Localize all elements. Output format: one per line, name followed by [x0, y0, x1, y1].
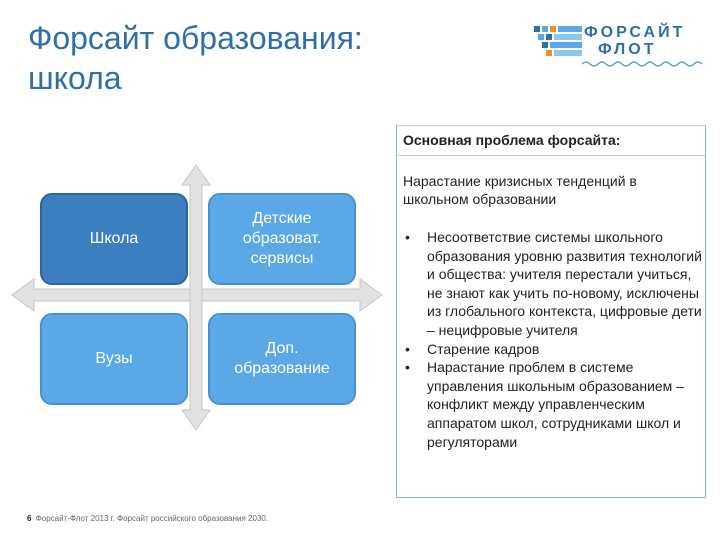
page-title-line-2: школа	[28, 60, 122, 96]
logo-wave-icon	[582, 60, 706, 68]
page-number: 6	[27, 514, 32, 523]
page-title-line-1: Форсайт образования:	[28, 20, 363, 56]
quadrant-school	[40, 193, 188, 285]
problem-panel-lead: Нарастание кризисных тенденций в школьном образовании	[403, 173, 637, 207]
quadrant-kids-services-label: Детские образоват. сервисы	[242, 210, 322, 267]
logo-text-line-1: ФОРСАЙТ	[584, 24, 686, 41]
quadrant-additional-education	[208, 313, 356, 405]
quadrant-universities	[40, 313, 188, 405]
problem-panel	[396, 125, 706, 498]
footer	[27, 514, 268, 523]
problem-bullet-item	[405, 228, 705, 340]
problem-bullet-item	[405, 340, 705, 359]
quadrant-kids-services	[208, 193, 356, 285]
page-title	[28, 18, 363, 98]
problem-bullet-list	[405, 228, 705, 451]
problem-bullet-text: Старение кадров	[427, 340, 540, 357]
footer-text: Форсайт-Флот 2013 г. Форсайт российского образования 2030.	[35, 514, 269, 523]
forsight-flot-logo	[528, 22, 708, 66]
bullet-dot-icon: •	[405, 359, 410, 376]
quadrant-universities-label: Вузы	[95, 350, 133, 367]
problem-bullet-text: Нарастание проблем в системе управления школьным образованием – конфликт между управленческим аппаратом школ, сотрудниками школ и регуляторами	[427, 359, 684, 450]
problem-panel-header: Основная проблема форсайта:	[397, 126, 705, 156]
logo-mosaic-icon	[528, 22, 584, 66]
quadrant-school-label: Школа	[89, 230, 139, 247]
bullet-dot-icon: •	[405, 229, 410, 245]
problem-bullet-text: Несоответствие системы школьного образования уровню развития технологий и общества: учителя перестали учиться, не знают как учить по-новому, исключены из глобального контекста, цифровые дети – нецифровые учителя	[427, 229, 702, 338]
bullet-dot-icon: •	[405, 340, 410, 357]
logo-text-line-2: ФЛОТ	[598, 41, 657, 58]
quadrant-additional-education-label: Доп. образование	[234, 340, 330, 377]
problem-bullet-item	[405, 358, 705, 451]
